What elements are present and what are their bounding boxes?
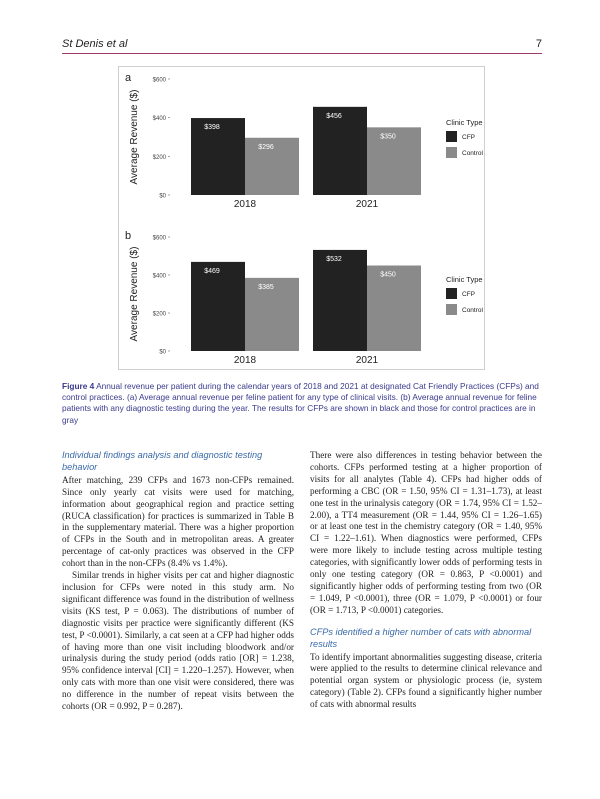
page-number: 7 xyxy=(535,38,542,50)
panel-a-bar-value-label: $350 xyxy=(380,133,396,141)
figure-4 xyxy=(118,66,485,370)
panel-b-x-tick-label: 2018 xyxy=(233,355,257,366)
left-paragraph-1: After matching, 239 CFPs and 1673 non-CFPs remained. Since only yearly cat visits were used for matching, information about geographical region and practice setting (RUCA classification) for practices is summarized in Table B in the supplementary material. There was a higher proportion of CFPs in the South and in metropolitan areas. A greater percentage of cat-only practices was observed in the CFP cohort than in the non-CFPs (8.4% vs 1.4%). xyxy=(62,474,294,569)
panel-a-bar-value-label: $398 xyxy=(204,124,220,132)
panel-b-bar-cfp-2021 xyxy=(313,250,367,351)
panel-b-legend-swatch-cfp xyxy=(446,288,457,299)
panel-a-y-axis-label: Average Revenue ($) xyxy=(129,89,140,185)
panel-b-label: b xyxy=(125,230,132,242)
figure-caption-label: Figure 4 xyxy=(62,381,95,391)
panel-b-bar-value-label: $532 xyxy=(326,255,342,263)
panel-b-x-tick-label: 2021 xyxy=(355,355,379,366)
figure-4-charts xyxy=(119,67,484,369)
panel-a-x-tick-label: 2021 xyxy=(355,199,379,210)
panel-b-bar-value-label: $469 xyxy=(204,267,220,275)
panel-b-bar-value-label: $450 xyxy=(380,271,396,279)
panel-a-x-tick-label: 2018 xyxy=(233,199,257,210)
panel-a-y-tick-label: $200 xyxy=(152,154,166,161)
panel-a-bar-value-label: $456 xyxy=(326,112,342,120)
panel-a-legend-title: Clinic Type xyxy=(446,118,483,127)
right-column xyxy=(310,450,542,711)
panel-a-y-tick-label: $400 xyxy=(152,116,166,123)
panel-b-y-tick-label: $400 xyxy=(152,273,166,280)
panel-a-legend-label-control: Control xyxy=(462,150,483,157)
figure-caption-text: Annual revenue per patient during the calendar years of 2018 and 2021 at designated Cat Friendly Practices (CFPs) and control practices. (a) Average annual revenue per feline patient for any type of clinical visits. (b) Average annual revenue for feline patients with any diagnostic testing during the year. The results for CFPs are shown in black and those for control practices are in gray xyxy=(62,381,539,425)
figure-caption xyxy=(62,381,540,426)
panel-a-bar-value-label: $296 xyxy=(258,143,274,151)
right-paragraph-1: There were also differences in testing behavior between the cohorts. CFPs performed testing at a higher proportion of visits for all analytes (Table 4). CFPs had higher odds of performing a CBC (OR = 1.50, 95% CI = 1.31–1.73), at least one test in the urinalysis category (OR = 1.74, 95% CI = 1.52–2.00), a TT4 measurement (OR = 1.44, 95% CI = 1.26–1.65) or at least one test in the chemistry category (OR = 1.40, 95% CI = 1.22–1.61). When diagnostics were performed, CFPs were more likely to include testing across multiple testing categories, with significantly lower odds of performing tests in only one testing category (OR = 0.863, P <0.0001) and significantly higher odds of performing testing from two (OR = 1.049, P <0.0001), three (OR = 1.079, P <0.0001) or four (OR = 1.713, P <0.0001) categories. xyxy=(310,450,542,615)
panel-b-bar-cfp-2018 xyxy=(191,262,245,351)
running-head-author: St Denis et al xyxy=(62,38,128,50)
section-heading-abnormal-results: CFPs identified a higher number of cats with abnormal results xyxy=(310,626,532,649)
panel-b-legend-title: Clinic Type xyxy=(446,275,483,284)
left-paragraph-2: Similar trends in higher visits per cat and higher diagnostic inclusion for CFPs were noted in this study arm. No significant difference was found in the distribution of wellness visits (KS test, P = 0.063). The distributions of number of diagnostic visits per practice were significantly different (KS test, P <0.0001). Similarly, a cat seen at a CFP had higher odds of having more than one visit including bloodwork and/or urinalysis during the study period (odds ratio [OR] = 1.238, 95% confidence interval [CI] = 1.220–1.257). However, when only cats with more than one visit were considered, there was no difference in the number of repeat visits between the cohorts (OR = 0.992, P = 0.287). xyxy=(62,570,294,712)
panel-b-y-tick-label: $200 xyxy=(152,311,166,318)
panel-b-bar-value-label: $385 xyxy=(258,283,274,291)
panel-a-legend-swatch-control xyxy=(446,147,457,158)
section-heading-diagnostic-testing: Individual findings analysis and diagnostic testing behavior xyxy=(62,450,263,472)
running-head xyxy=(62,38,542,54)
panel-b-legend-label-control: Control xyxy=(462,307,483,314)
panel-b-y-axis-label: Average Revenue ($) xyxy=(129,246,140,342)
panel-b-legend-label-cfp: CFP xyxy=(462,291,475,298)
panel-a-y-tick-label: $0 xyxy=(159,193,166,200)
panel-a-legend-label-cfp: CFP xyxy=(462,134,475,141)
panel-a-bar-cfp-2021 xyxy=(313,107,367,195)
panel-b-legend-swatch-control xyxy=(446,304,457,315)
panel-b-y-tick-label: $600 xyxy=(152,235,166,242)
right-paragraph-2: To identify important abnormalities suggesting disease, criteria were applied to the results to determine clinical relevance and potential organ system or physiologic process (ie, system category) (Table 2). CFPs found a significantly higher number of cats with abnormal results xyxy=(310,651,542,710)
left-column xyxy=(62,450,294,713)
panel-a-legend-swatch-cfp xyxy=(446,131,457,142)
panel-b-y-tick-label: $0 xyxy=(159,349,166,356)
panel-a-label: a xyxy=(125,72,132,84)
panel-a-y-tick-label: $600 xyxy=(152,77,166,84)
